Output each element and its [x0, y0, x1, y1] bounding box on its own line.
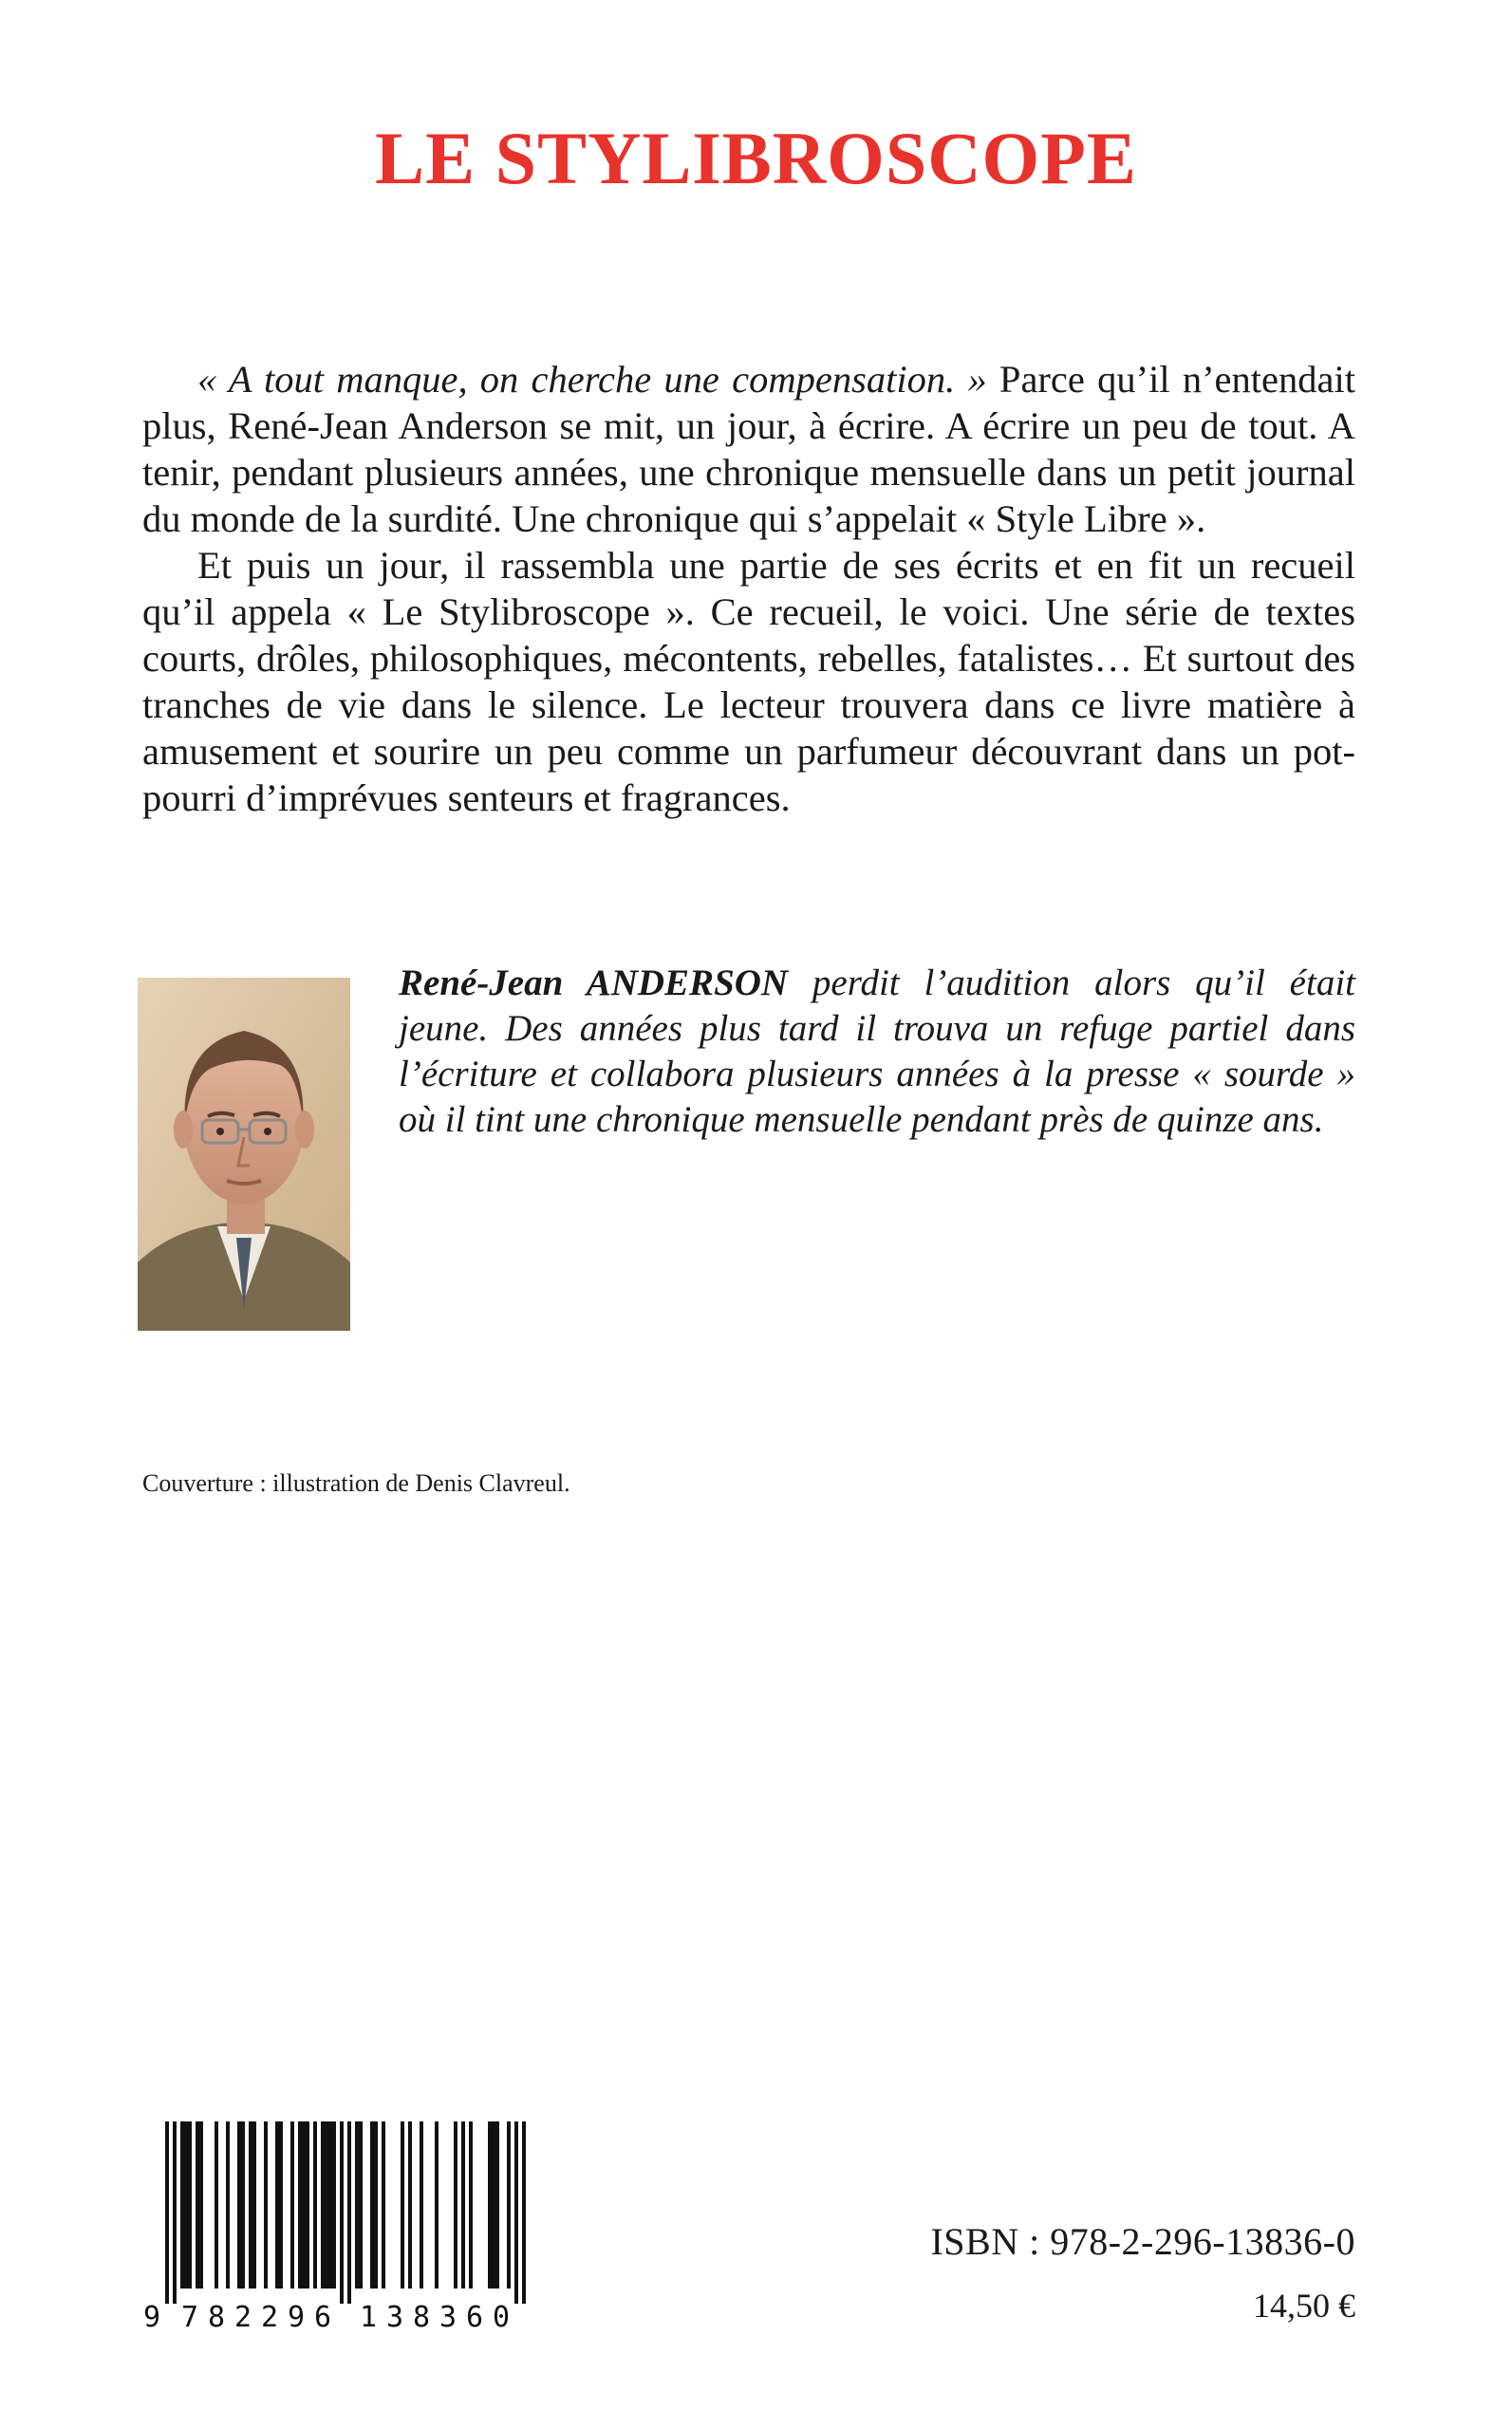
- back-cover-blurb: [142, 356, 1355, 821]
- barcode-digit: 1: [359, 2301, 378, 2332]
- barcode-bar: [454, 2121, 457, 2289]
- author-photo: [138, 978, 350, 1331]
- barcode-bar: [328, 2121, 332, 2289]
- barcode-bar: [435, 2121, 439, 2289]
- author-bio: [399, 961, 1355, 1143]
- blurb-paragraph-1: [142, 356, 1355, 542]
- book-title: LE STYLIBROSCOPE: [375, 117, 1137, 199]
- barcode-digit: 7: [180, 2301, 199, 2332]
- barcode-bar: [298, 2121, 302, 2289]
- barcode-digit: 9: [287, 2301, 306, 2332]
- barcode-bar: [313, 2121, 317, 2289]
- barcode-bar: [321, 2121, 325, 2289]
- barcode-bar: [249, 2121, 252, 2289]
- barcode-bar: [264, 2121, 268, 2289]
- barcode-digit: 6: [465, 2301, 484, 2332]
- barcode-bar: [374, 2121, 378, 2289]
- barcode-digit: 0: [492, 2301, 511, 2332]
- barcode-digit: 9: [142, 2301, 161, 2332]
- barcode-bar: [173, 2121, 177, 2304]
- barcode-bar: [226, 2121, 230, 2289]
- barcode-bar: [275, 2121, 279, 2289]
- barcode-bar: [290, 2121, 294, 2289]
- barcode-bar: [184, 2121, 188, 2289]
- author-name: René-Jean ANDERSON: [399, 962, 789, 1003]
- barcode-bar: [420, 2121, 423, 2289]
- isbn-number: ISBN : 978-2-296-13836-0: [930, 2220, 1355, 2263]
- price: 14,50 €: [1253, 2287, 1355, 2325]
- barcode-digit: 6: [313, 2301, 332, 2332]
- barcode-bar: [279, 2121, 283, 2289]
- barcode-bar: [165, 2121, 169, 2304]
- barcode-bar: [355, 2121, 359, 2289]
- author-portrait-illustration: [138, 978, 350, 1331]
- barcode-bar: [507, 2121, 511, 2289]
- barcode-bar: [302, 2121, 306, 2289]
- barcode-digit: 8: [207, 2301, 226, 2332]
- blurb-paragraph-2: Et puis un jour, il rassembla une partie de ses écrits et en fit un recueil qu’il appela « Le Stylibroscope ». Ce recueil, le voici. Une série de textes courts, drôles, philosophiques, mécontents, rebelles, fatalistes… Et surtout des tranches de vie dans le silence. Le lecteur trouvera dans ce livre matière à amusement et sourire un peu comme un parfumeur découvrant dans un pot-pourri d’imprévues senteurs et fragrances.: [142, 544, 1355, 819]
- barcode-bar: [514, 2121, 518, 2304]
- barcode-bar: [495, 2121, 499, 2289]
- barcode-digit: 8: [412, 2301, 431, 2332]
- barcode-bar: [401, 2121, 404, 2289]
- barcode-bar: [215, 2121, 218, 2289]
- barcode-bar: [522, 2121, 526, 2304]
- cover-credit: Couverture : illustration de Denis Clavreul.: [142, 1469, 570, 1497]
- barcode-bar: [332, 2121, 336, 2289]
- barcode-bar: [241, 2121, 245, 2289]
- barcode-bar: [180, 2121, 184, 2289]
- barcode-bar: [237, 2121, 241, 2289]
- barcode-bar: [325, 2121, 328, 2289]
- isbn-barcode: [142, 2121, 528, 2332]
- barcode-digit: 3: [385, 2301, 404, 2332]
- barcode-digit: 2: [260, 2301, 279, 2332]
- barcode-bar: [359, 2121, 363, 2289]
- barcode-bar: [382, 2121, 385, 2289]
- barcode-bar: [469, 2121, 473, 2289]
- opening-quote: « A tout manque, on cherche une compensation. »: [197, 358, 987, 401]
- blurb-paragraph-1-text: Parce qu’il n’entendait plus, René-Jean Anderson se mit, un jour, à écrire. A écrire un peu de tout. A tenir, pendant plusieurs années, une chronique mensuelle dans un petit journal du monde de la surdité. Une chronique qui s’appelait « Style Libre ».: [142, 358, 1355, 540]
- barcode-bar: [461, 2121, 465, 2289]
- barcode-digit: 3: [439, 2301, 457, 2332]
- barcode-bar: [492, 2121, 495, 2289]
- barcode-bar: [340, 2121, 344, 2304]
- barcode-bar: [347, 2121, 351, 2304]
- barcode-bar: [488, 2121, 492, 2289]
- barcode-bar: [252, 2121, 256, 2289]
- barcode-bar: [188, 2121, 192, 2289]
- barcode-bar: [306, 2121, 309, 2289]
- barcode-bar: [370, 2121, 374, 2289]
- barcode-digit: 2: [233, 2301, 252, 2332]
- barcode-bar: [199, 2121, 203, 2289]
- author-bio-text: perdit l’audition alors qu’il était jeune. Des années plus tard il trouva un refuge partiel dans l’écriture et collabora plusieurs années à la presse « sourde » où il tint une chronique mensuelle pendant près de quinze ans.: [399, 962, 1355, 1140]
- barcode-bar: [196, 2121, 199, 2289]
- barcode-bar: [408, 2121, 412, 2289]
